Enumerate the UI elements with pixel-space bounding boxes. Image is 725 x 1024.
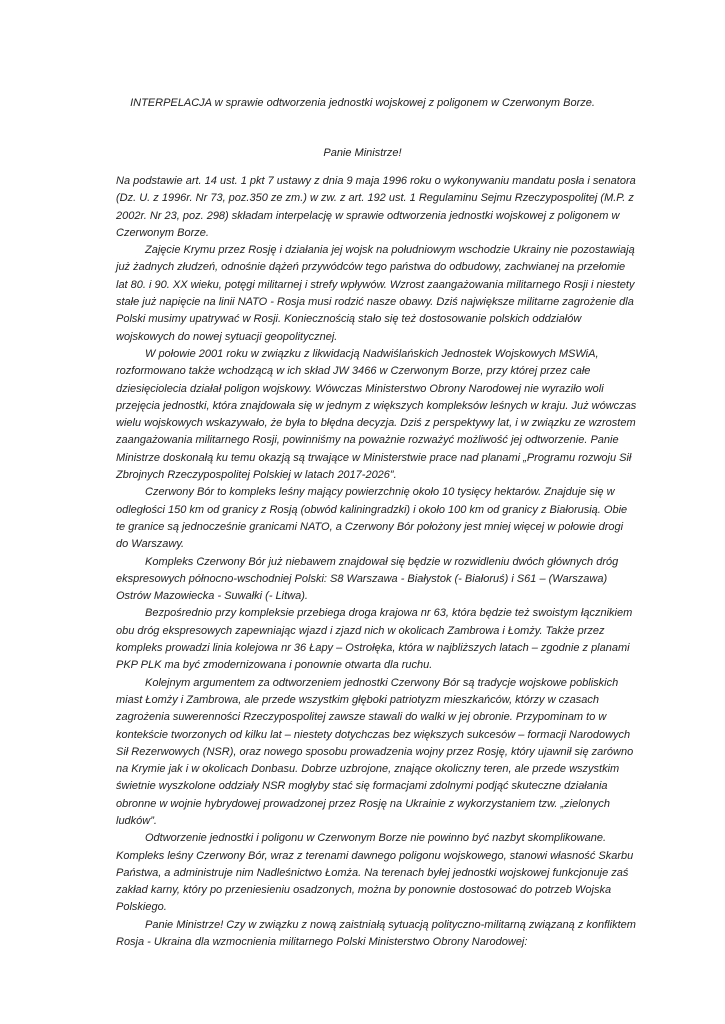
paragraph-crimea: Zajęcie Krymu przez Rosję i działania jej wojsk na południowym wschodzie Ukrainy nie pozostawiają już żadnych złudzeń, odnośnie dążeń przywódców tego państwa do odbudowy, zachwianej na przełomie lat 80. i 90. XX wieku, potęgi militarnej i strefy wpływów. Wzrost zaangażowania militarnego Rosji i niestety stałe już napięcie na linii NATO - Rosja musi rodzić nasze obawy. Dziś największe militarne zagrożenie dla Polski musimy upatrywać w Rosji. Koniecznością stało się też dostosowanie polskich oddziałów wojskowych do nowej sytuacji geopolitycznej. <box>116 244 635 343</box>
paragraph-expressways: Kompleks Czerwony Bór już niebawem znajdował się będzie w rozwidleniu dwóch głównych dróg ekspresowych północno-wschodniej Polski: S8 Warszawa - Białystok (- Białoruś) i S61 – (Warszawa) Ostrów Mazowiecka - Suwałki (- Litwa). <box>116 555 619 603</box>
document-title: INTERPELACJA w sprawie odtworzenia jednostki wojskowej z poligonem w Czerwonym Borze. <box>130 97 595 109</box>
paragraph-traditions: Kolejnym argumentem za odtworzeniem jednostki Czerwony Bór są tradycje wojskowe pobliskich miast Łomży i Zambrowa, ale przede wszystkim głęboki patriotyzm mieszkańców, którzy w czasach zagrożenia suwerenności Rzeczypospolitej zawsze stawali do walki w jej obronie. Przypominam to w kontekście tworzonych od kilku lat – niestety dotychczas bez większych sukcesów – formacji Narodowych Sił Rezerwowych (NSR), oraz nowego sposobu prowadzenia wojny przez Rosję, który ujawnił się zarówno na Krymie jak i w okolicach Donbasu. Dobrze uzbrojone, znające okoliczny teren, ale przede wszystkim świetnie wyszkolone oddziały NSR mogłyby stać się formacjami zdolnymi podjąć skuteczne działania obronne w wojnie hybrydowej prowadzonej przez Rosję na Ukrainie z wykorzystaniem tzw. „zielonych ludków”. <box>116 676 634 827</box>
document-body <box>116 173 638 951</box>
paragraph-location: Czerwony Bór to kompleks leśny mający powierzchnię około 10 tysięcy hektarów. Znajduje się w odległości 150 km od granicy z Rosją (obwód kaliningradzki) i około 100 km od granicy z Białorusią. Obie te granice są jednocześnie granicami NATO, a Czerwony Bór położony jest mniej więcej w połowie drogi do Warszawy. <box>116 486 628 551</box>
paragraph-question: Panie Ministrze! Czy w związku z nową zaistniałą sytuacją polityczno-militarną związaną z konfliktem Rosja - Ukraina dla wzmocnienia militarnego Polski Ministerstwo Obrony Narodowej: <box>116 918 636 949</box>
paragraph-legal-basis: Na podstawie art. 14 ust. 1 pkt 7 ustawy z dnia 9 maja 1996 roku o wykonywaniu mandatu posła i senatora (Dz. U. z 1996r. Nr 73, poz.350 ze zm.) w zw. z art. 192 ust. 1 Regulaminu Sejmu Rzeczypospolitej (M.P. z 2002r. Nr 23, poz. 298) składam interpelację w sprawie odtworzenia jednostki wojskowej z poligonem w Czerwonym Borze. <box>116 175 636 239</box>
paragraph-feasibility: Odtworzenie jednostki i poligonu w Czerwonym Borze nie powinno być nazbyt skomplikowane. Kompleks leśny Czerwony Bór, wraz z terenami dawnego poligonu wojskowego, stanowi własność Skarbu Państwa, a administruje nim Nadleśnictwo Łomża. Na terenach byłej jednostki wojskowej funkcjonuje zaś zakład karny, który po przeniesieniu osadzonych, można by ponownie dostosować do potrzeb Wojska Polskiego. <box>116 832 634 914</box>
paragraph-road-rail: Bezpośrednio przy kompleksie przebiega droga krajowa nr 63, która będzie też swoistym łącznikiem obu dróg ekspresowych zapewniając wjazd i zjazd nich w okolicach Zambrowa i Łomży. Także przez kompleks prowadzi linia kolejowa nr 36 Łapy – Ostrołęka, która w najbliższych latach – zgodnie z planami PKP PLK ma być zmodernizowana i ponownie otwarta dla ruchu. <box>116 607 633 672</box>
salutation: Panie Ministrze! <box>323 147 402 159</box>
paragraph-history-2001: W połowie 2001 roku w związku z likwidacją Nadwiślańskich Jednostek Wojskowych MSWiA, rozformowano także wchodzącą w ich skład JW 3466 w Czerwonym Borze, przy której przez całe dziesięciolecia działał poligon wojskowy. Wówczas Ministerstwo Obrony Narodowej nie wyraziło woli przejęcia jednostki, która znajdowała się w jednym z większych kompleksów leśnych w kraju. Już wówczas wielu wojskowych wskazywało, że była to błędna decyzja. Dziś z perspektywy lat, i w związku ze wzrostem zaangażowania militarnego Rosji, powinniśmy na poważnie rozważyć możliwość jej odtworzenie. Panie Ministrze doskonałą ku temu okazją są trwające w Ministerstwie prace nad planami „Programu rozwoju Sił Zbrojnych Rzeczypospolitej Polskiej w latach 2017-2026”. <box>116 347 637 482</box>
